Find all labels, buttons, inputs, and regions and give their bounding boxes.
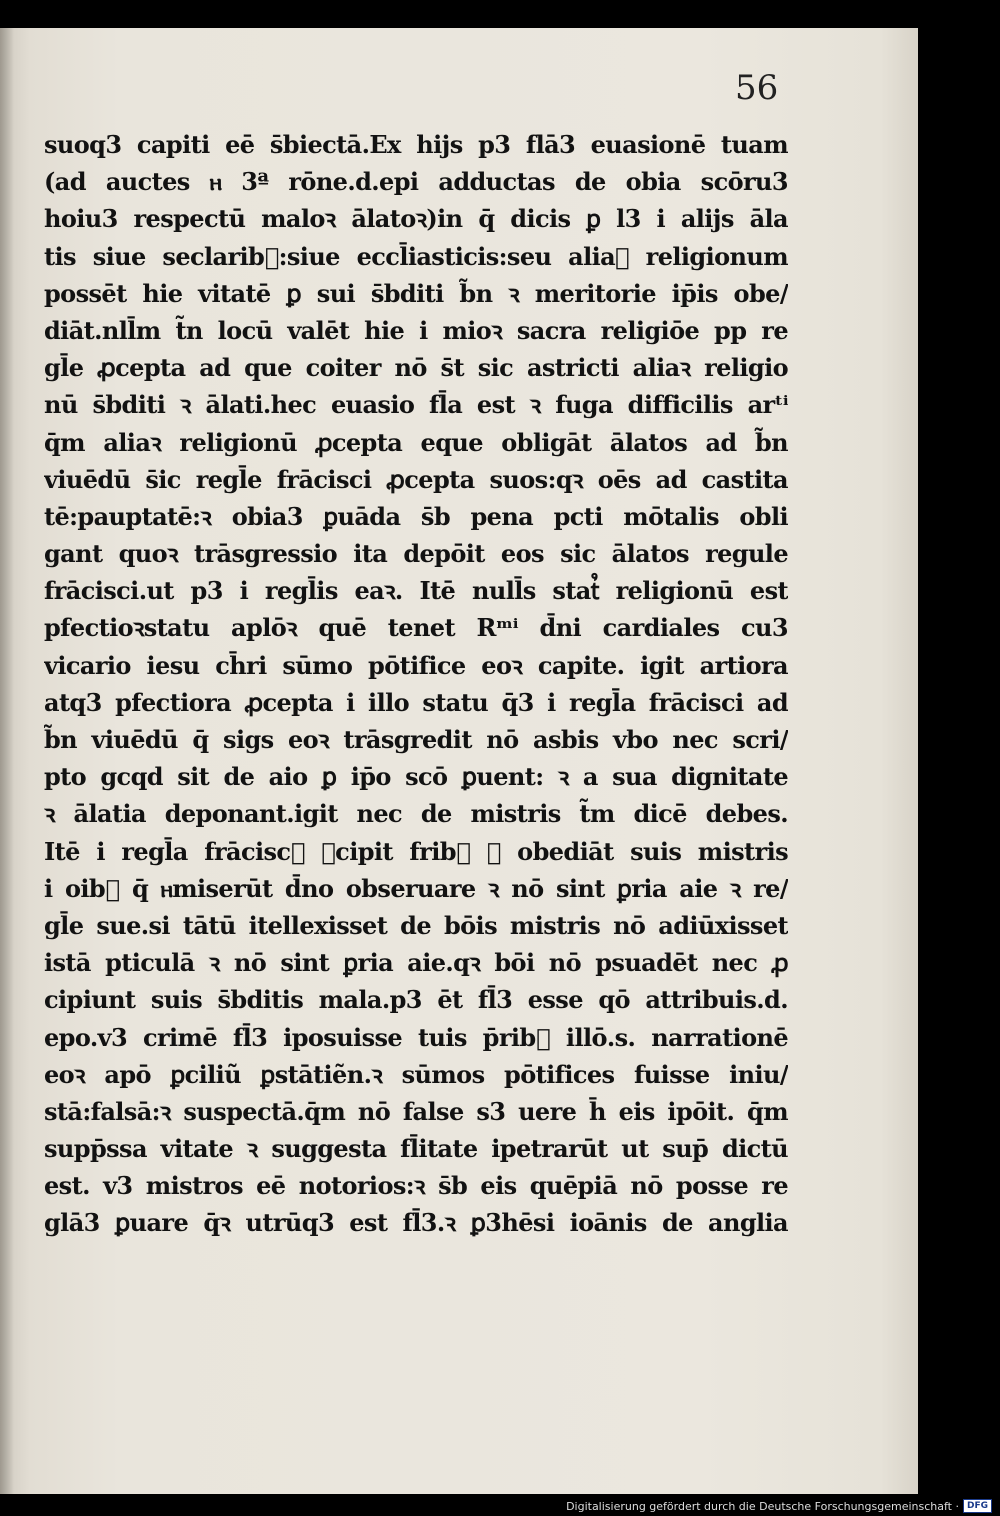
text-line: cipiunt suis s̄bditis mala.p3 ēt fl̄3 esse qō attribuis.d. [44, 985, 788, 1015]
folio-number: 56 [735, 68, 779, 108]
text-line: supp̄ssa vitate ꝛ suggesta fl̄itate ipetrarūt ut sup̄ dictū [44, 1134, 788, 1164]
text-line: suoq3 capiti eē s̄biectā.Ex hijs p3 flā3 euasionē tuam [44, 130, 788, 159]
text-line: tis siue seclarib᷒:siue eccl̄iasticis:seu aliaꝛ religionum [44, 241, 788, 271]
text-block [44, 126, 788, 1242]
text-line: stā:falsā:ꝛ suspectā.q̄m nō false s3 uere h̄ eis ipōit. q̄m [44, 1096, 788, 1126]
text-line: eoꝛ apō ꝑciliũ ꝑstātiẽn.ꝛ sūmos pōtifices fuisse iniu/ [44, 1059, 788, 1089]
text-line: gl̄e ꝓcepta ad que coiter nō s̄t sic astricti aliaꝛ religio [44, 353, 788, 383]
text-line: i oib᷒ q̄ ⲏmiserūt d̄no obseruare ꝛ nō sint ꝑria aie ꝛ re/ [44, 873, 788, 903]
text-line: frācisci.ut p3 i regl̄is eaꝛ. Itē null̄s stat᷒ religionū est [44, 576, 788, 606]
text-line: atq3 pfectiora ꝓcepta i illo statu q̄3 i regl̄a frācisci ad [44, 687, 788, 717]
text-line: hoiu3 respectū maloꝛ ālatoꝛ)in q̄ dicis ꝑ l3 i alijs āla [44, 204, 788, 234]
digitization-credit [566, 1499, 992, 1513]
text-line: b̃n viuēdū q̄ sigs eoꝛ trāsgredit nō asbis vbo nec scri/ [44, 725, 788, 754]
text-line: Itē i regl̄a frācisc᷒ ꝓcipit frib᷒ ꝑ obediāt suis mistris [44, 836, 788, 866]
text-line: tē:pauptatē:ꝛ obia3 ꝑuāda s̄b pena pcti mōtalis obli [44, 501, 788, 531]
book-page [0, 28, 918, 1494]
text-line: ꝛ ālatia deponant.igit nec de mistris t̃m dicē debes. [44, 799, 788, 829]
credit-text: Digitalisierung gefördert durch die Deutsche Forschungsgemeinschaft · [566, 1499, 959, 1513]
text-line: q̄m aliaꝛ religionū ꝓcepta eque obligāt ālatos ad b̃n [44, 427, 788, 457]
text-line: istā pticulā ꝛ nō sint ꝑria aie.qꝛ bōi nō psuadēt nec ꝓ [44, 948, 788, 978]
text-line: glā3 ꝑuare q̄ꝛ utrūq3 est fl̄3.ꝛ ꝑ3hēsi ioānis de anglia [44, 1208, 788, 1238]
text-line: (ad auctes ⲏ 3ª rōne.d.epi adductas de obia scōru3 [44, 167, 788, 197]
text-line: epo.v3 crimē fl̄3 iposuisse tuis p̄rib᷒ illō.s. narrationē [44, 1022, 788, 1052]
dfg-logo: DFG [963, 1499, 992, 1513]
text-line: est. v3 mistros eē notorios:ꝛ s̄b eis quēpiā nō posse re [44, 1171, 788, 1201]
text-line: vicario iesu ch̄ri sūmo pōtifice eoꝛ capite. igit artiora [44, 650, 788, 680]
text-line: gant quoꝛ trāsgressio ita depōit eos sic ālatos regule [44, 539, 788, 569]
text-line: viuēdū s̄ic regl̄e frācisci ꝓcepta suos:qꝛ oēs ad castita [44, 464, 788, 494]
text-line: pfectioꝛstatu aplōꝛ quē tenet Rᵐⁱ d̄ni cardiales cu3 [44, 613, 788, 643]
text-line: diāt.nll̄m t̃n locū valēt hie i mioꝛ sacra religiōe pp re [44, 315, 788, 345]
text-line: pto gcqd sit de aio ꝑ ip̄o scō ꝑuent: ꝛ a sua dignitate [44, 762, 788, 792]
text-line: possēt hie vitatē ꝑ sui s̄bditi b̃n ꝛ meritorie ip̄is obe/ [44, 278, 788, 308]
text-line: nū s̄bditi ꝛ ālati.hec euasio fl̄a est ꝛ fuga difficilis arᵗⁱ [44, 390, 788, 420]
text-line: gl̄e sue.si tātū itellexisset de bōis mistris nō adiūxisset [44, 910, 788, 940]
